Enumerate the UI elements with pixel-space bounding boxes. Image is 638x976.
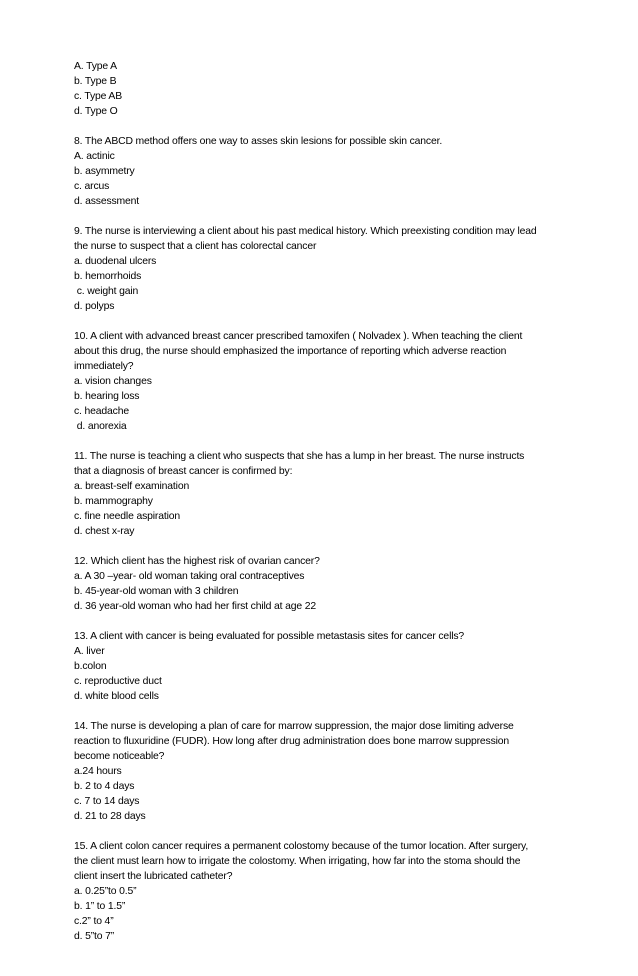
- question-stem-line: 8. The ABCD method offers one way to asses skin lesions for possible skin cancer.: [74, 136, 443, 147]
- question-block: [74, 719, 574, 824]
- question-stem-line: about this drug, the nurse should emphasized the importance of reporting which adverse reaction: [74, 346, 507, 357]
- question-block: [74, 839, 574, 944]
- answer-option: b. 45-year-old woman with 3 children: [74, 586, 239, 597]
- answer-option: d. assessment: [74, 196, 140, 207]
- question-stem-line: become noticeable?: [74, 751, 165, 762]
- question-stem-line: client insert the lubricated catheter?: [74, 871, 233, 882]
- question-block: [74, 59, 574, 119]
- answer-option: d. chest x-ray: [74, 526, 135, 537]
- question-block: [74, 554, 574, 614]
- answer-option: a. breast-self examination: [74, 481, 190, 492]
- question-stem-line: reaction to fluxuridine (FUDR). How long after drug administration does bone marrow suppression: [74, 736, 510, 747]
- question-stem-line: 15. A client colon cancer requires a permanent colostomy because of the tumor location. After surgery,: [74, 841, 529, 852]
- answer-option: b. 1” to 1.5”: [74, 901, 126, 912]
- question-stem-line: 10. A client with advanced breast cancer prescribed tamoxifen ( Nolvadex ). When teaching the client: [74, 331, 523, 342]
- answer-option: c. headache: [74, 406, 129, 417]
- question-block: [74, 629, 574, 704]
- question-stem-line: 14. The nurse is developing a plan of care for marrow suppression, the major dose limiting adverse: [74, 721, 514, 732]
- question-block: [74, 134, 574, 209]
- question-block: [74, 329, 574, 434]
- answer-option: c. fine needle aspiration: [74, 511, 181, 522]
- question-stem-line: that a diagnosis of breast cancer is confirmed by:: [74, 466, 293, 477]
- answer-option: b. Type B: [74, 76, 117, 87]
- answer-option: A. liver: [74, 646, 105, 657]
- answer-option: d. 5”to 7”: [74, 931, 115, 942]
- question-stem-line: 11. The nurse is teaching a client who suspects that she has a lump in her breast. The nurse instructs: [74, 451, 525, 462]
- answer-option: a. vision changes: [74, 376, 152, 387]
- answer-option: a. duodenal ulcers: [74, 256, 157, 267]
- answer-option: c. reproductive duct: [74, 676, 162, 687]
- answer-option: b.colon: [74, 661, 107, 672]
- answer-option: d. Type O: [74, 106, 118, 117]
- answer-option: a. 0.25”to 0.5”: [74, 886, 137, 897]
- answer-option: A. actinic: [74, 151, 115, 162]
- answer-option: c.2” to 4”: [74, 916, 114, 927]
- answer-option: c. weight gain: [74, 286, 139, 297]
- question-stem-line: 12. Which client has the highest risk of ovarian cancer?: [74, 556, 320, 567]
- question-block: [74, 449, 574, 539]
- answer-option: d. anorexia: [74, 421, 127, 432]
- answer-option: d. 36 year-old woman who had her first child at age 22: [74, 601, 316, 612]
- question-stem-line: 13. A client with cancer is being evaluated for possible metastasis sites for cancer cells?: [74, 631, 465, 642]
- question-stem-line: the client must learn how to irrigate the colostomy. When irrigating, how far into the stoma should the: [74, 856, 521, 867]
- answer-option: b. mammography: [74, 496, 153, 507]
- answer-option: c. arcus: [74, 181, 110, 192]
- answer-option: b. hemorrhoids: [74, 271, 142, 282]
- question-block: [74, 224, 574, 314]
- answer-option: c. Type AB: [74, 91, 122, 102]
- answer-option: a.24 hours: [74, 766, 122, 777]
- answer-option: b. hearing loss: [74, 391, 140, 402]
- answer-option: a. A 30 –year- old woman taking oral contraceptives: [74, 571, 305, 582]
- answer-option: b. 2 to 4 days: [74, 781, 135, 792]
- answer-option: A. Type A: [74, 61, 117, 72]
- question-list: [74, 59, 574, 959]
- answer-option: d. 21 to 28 days: [74, 811, 146, 822]
- answer-option: c. 7 to 14 days: [74, 796, 140, 807]
- answer-option: d. white blood cells: [74, 691, 159, 702]
- answer-option: b. asymmetry: [74, 166, 135, 177]
- answer-option: d. polyps: [74, 301, 115, 312]
- question-stem-line: the nurse to suspect that a client has colorectal cancer: [74, 241, 317, 252]
- question-stem-line: immediately?: [74, 361, 134, 372]
- question-stem-line: 9. The nurse is interviewing a client about his past medical history. Which preexisting condition may lead: [74, 226, 537, 237]
